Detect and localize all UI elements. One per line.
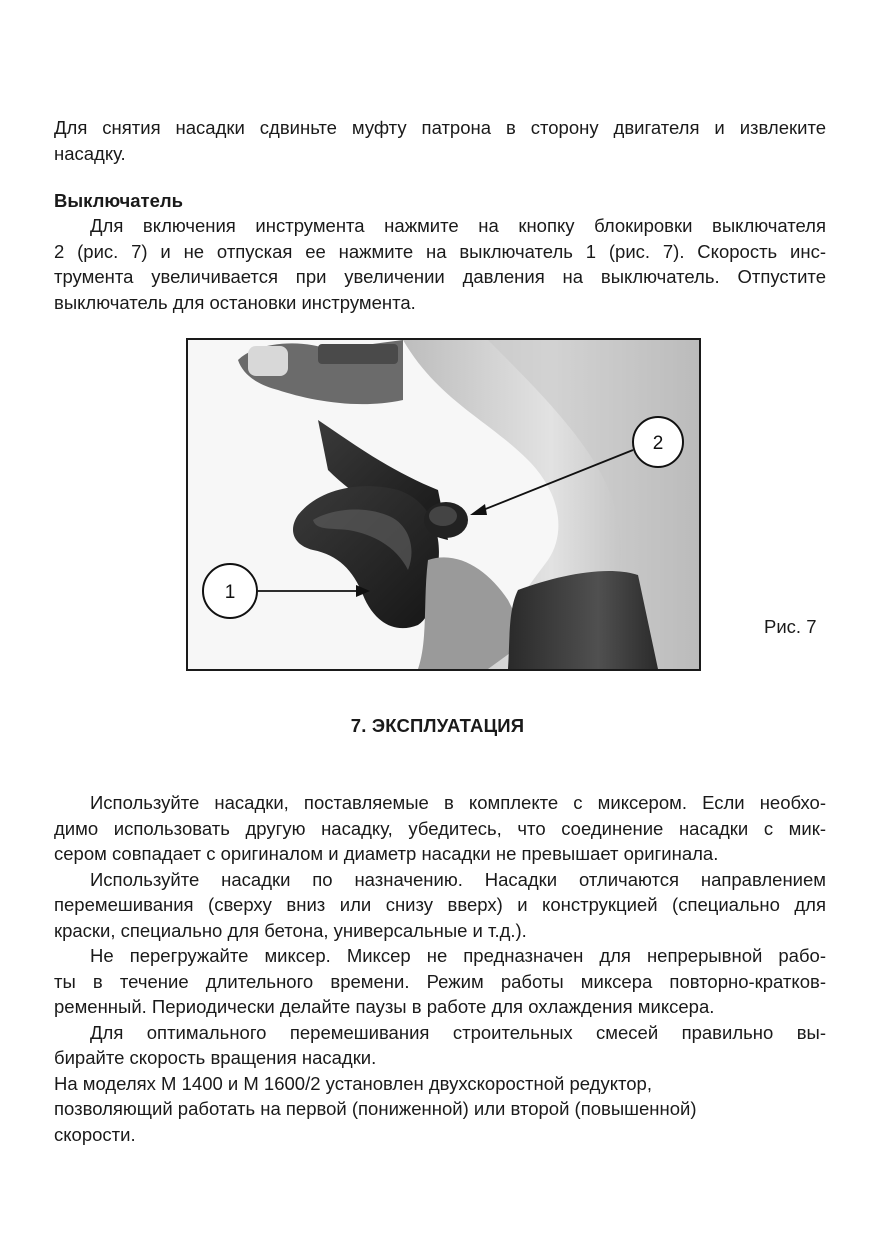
op-p4-line-2: бирайте скорость вращения насадки. (54, 1047, 377, 1068)
switch-line-1: Для включения инструмента нажмите на кнопку блокировки выключателя (90, 215, 826, 236)
switch-line-4: выключатель для остановки инструмента. (54, 291, 416, 313)
op-p4-line-1: Для оптимального перемешивания строительных смесей правильно вы- (90, 1021, 826, 1043)
figure-7-photo (186, 338, 701, 671)
callout-1-label: 1 (224, 582, 236, 603)
op-p1-line-2: димо использовать другую насадку, убедитесь, что соединение насадки с мик- (54, 817, 826, 839)
intro-line-2: насадку. (54, 142, 126, 164)
op-p1-line-1: Используйте насадки, поставляемые в комплекте с миксером. Если необхо- (90, 792, 826, 813)
switch-line-2: 2 (рис. 7) и не отпуская ее нажмите на выключатель 1 (рис. 7). Скорость инс- (54, 240, 826, 262)
figure-caption: Рис. 7 (764, 616, 817, 637)
op-p2-line-1: Используйте насадки по назначению. Насадки отличаются направлением (90, 868, 826, 890)
op-p1-line-3: сером совпадает с оригиналом и диаметр насадки не превышает оригинала. (54, 843, 719, 864)
op-p5-line-3: скорости. (54, 1123, 136, 1145)
callout-2-label: 2 (652, 433, 664, 454)
operation-body (54, 790, 826, 1147)
op-p3-line-1: Не перегружайте миксер. Миксер не предназначен для непрерывной рабо- (90, 945, 826, 966)
intro-paragraph (54, 115, 826, 166)
op-p3-line-3: ременный. Периодически делайте паузы в работе для охлаждения миксера. (54, 996, 715, 1017)
op-p2-line-3: краски, специально для бетона, универсальные и т.д.). (54, 919, 527, 941)
op-p2-line-2: перемешивания (сверху вниз или снизу вверх) и конструкцией (специально для (54, 894, 826, 915)
section-title-operation: 7. ЭКСПЛУАТАЦИЯ (350, 715, 525, 736)
mixer-switch-illustration (188, 340, 699, 669)
op-p3-line-2: ты в течение длительного времени. Режим работы миксера повторно-кратков- (54, 970, 826, 992)
intro-line-1: Для снятия насадки сдвиньте муфту патрона в сторону двигателя и извлеките (54, 117, 826, 138)
switch-line-3: трумента увеличивается при увеличении давления на выключатель. Отпустите (54, 266, 826, 287)
op-p5-line-2: позволяющий работать на первой (пониженной) или второй (повышенной) (54, 1098, 697, 1119)
switch-heading: Выключатель (54, 190, 183, 211)
op-p5-line-1: На моделях М 1400 и М 1600/2 установлен двухскоростной редуктор, (54, 1072, 652, 1094)
switch-paragraph (54, 213, 826, 315)
